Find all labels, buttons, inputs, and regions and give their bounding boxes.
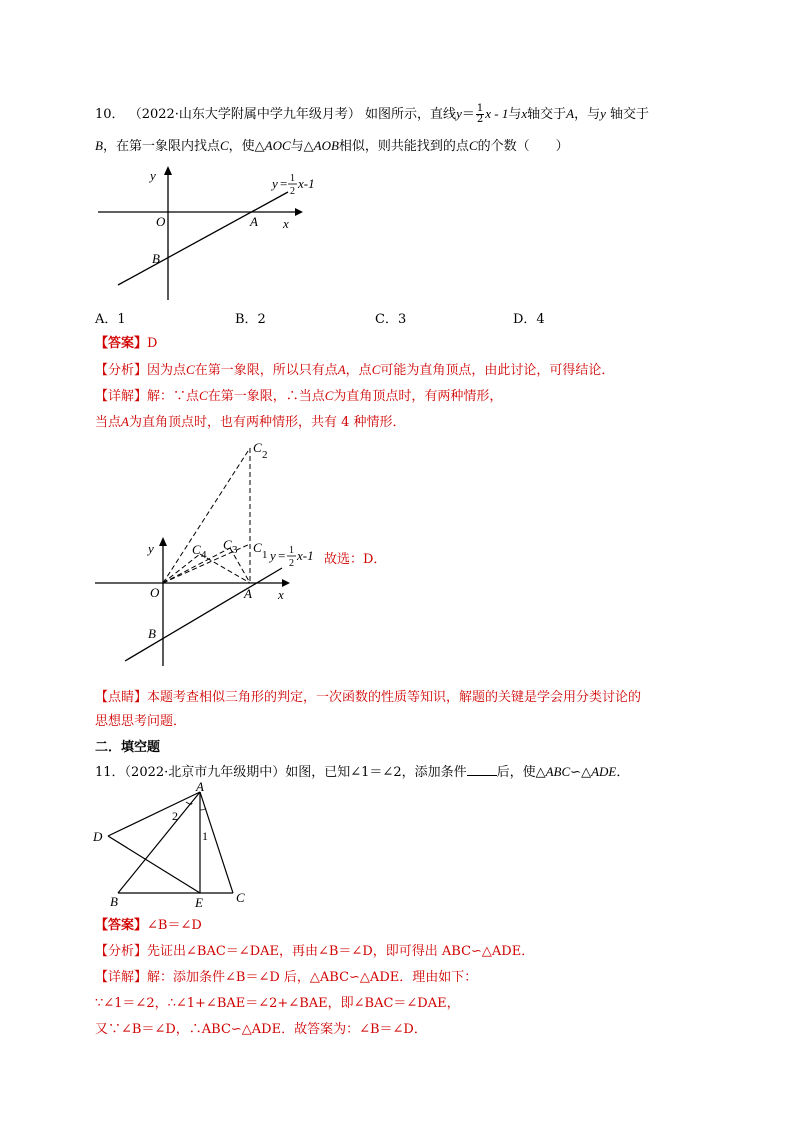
q10-stem-text: ，与 xyxy=(574,107,601,122)
q10-point-A: A xyxy=(566,106,575,121)
q10-stem-text: 如图所示，直线 xyxy=(365,107,457,122)
q10-analysis xyxy=(95,360,712,381)
detail-point-A: A xyxy=(121,414,129,429)
detail-text: 当点 xyxy=(95,415,122,430)
dash-O-C2 xyxy=(163,448,250,583)
q10-point-C: C xyxy=(219,138,229,153)
x-axis-arrow-icon xyxy=(282,579,290,587)
answer-value: D xyxy=(147,336,158,351)
analysis-text: 先证出∠BAC＝∠DAE，再由∠B＝∠D，即可得出 ABC∽△ADE． xyxy=(147,944,535,959)
option-c[interactable]: C．3 xyxy=(375,312,407,327)
eq-sign: = xyxy=(280,176,288,191)
label-C3-sub: 3 xyxy=(232,544,238,556)
eq-num: 1 xyxy=(290,173,295,184)
q11-source: （2022·北京市九年级期中） xyxy=(124,765,286,780)
analysis-point-C: C xyxy=(186,362,195,377)
q10-eq-fraction xyxy=(476,104,484,125)
q10-x-var: x xyxy=(521,106,528,121)
label-B: B xyxy=(148,626,156,641)
q10-tri-AOC: AOC xyxy=(264,138,291,153)
analysis-point-C: C xyxy=(371,362,381,377)
q11-tri-ADE: ADE xyxy=(591,764,617,779)
label-D: D xyxy=(93,829,103,844)
q11-analysis xyxy=(95,942,712,962)
label-C4-sub: 4 xyxy=(201,549,207,561)
q10-number: 10． xyxy=(95,107,125,122)
dash-C4-A xyxy=(200,554,250,583)
x-axis-arrow-icon xyxy=(295,208,303,216)
option-a[interactable]: A．1 xyxy=(95,312,126,327)
line-graph xyxy=(125,568,282,661)
detail-text: 解：添加条件∠B＝∠D 后，△ABC∽△ADE．理由如下： xyxy=(147,970,478,985)
detail-tag: 【详解】 xyxy=(95,389,148,404)
label-angle-2: 2 xyxy=(172,809,178,823)
q10-stem-text: 轴交于 xyxy=(610,107,650,122)
q11-stem-text: ． xyxy=(616,765,630,780)
q11-answer xyxy=(95,916,712,936)
eq-num: 1 xyxy=(289,545,294,556)
comment-tag: 【点睛】 xyxy=(95,690,148,705)
y-axis-arrow-icon xyxy=(159,537,167,546)
eq-den: 2 xyxy=(289,558,294,569)
q10-stem-text: 轴交于 xyxy=(527,107,567,122)
section-title: 二．填空题 xyxy=(95,740,161,755)
q11-tri-sign: △ xyxy=(581,765,592,780)
q10-y-var: y xyxy=(600,106,606,121)
label-y: y xyxy=(150,168,156,183)
analysis-text: 可能为直角顶点，由此讨论，可得结论． xyxy=(380,363,615,378)
q11-tri-ABC: ABC xyxy=(545,764,571,779)
dashed-triangles xyxy=(163,448,250,583)
analysis-text: 在第一象限，所以只有点 xyxy=(194,363,338,378)
analysis-tag: 【分析】 xyxy=(95,363,148,378)
q10-choose: 故选：D． xyxy=(324,552,387,567)
q11-detail-2: ∵∠1＝∠2，∴∠1+∠BAE＝∠2+∠BAE，即∠BAC＝∠DAE， xyxy=(95,996,460,1011)
analysis-point-A: A xyxy=(337,362,346,377)
eq-sign: = xyxy=(278,548,286,563)
q10-eq-sign: ＝ xyxy=(461,107,475,122)
line-AB xyxy=(118,792,200,893)
q10-detail-2 xyxy=(95,412,712,433)
line-DE xyxy=(108,836,200,893)
analysis-text: ，点 xyxy=(345,363,372,378)
detail-text: 在第一象限，∴当点 xyxy=(207,389,325,404)
option-b[interactable]: B．2 xyxy=(235,312,266,327)
q11-figure xyxy=(88,780,258,910)
q10-comment-2: 思想思考问题． xyxy=(95,714,187,729)
label-B: B xyxy=(152,251,160,266)
frac-num: 1 xyxy=(476,103,484,114)
label-B: B xyxy=(110,894,118,909)
label-A: A xyxy=(196,780,204,794)
q10-figure-1 xyxy=(90,160,320,305)
label-C4: C xyxy=(192,542,201,557)
label-O: O xyxy=(150,585,160,600)
q10-stem-text: 与△ xyxy=(290,139,314,154)
q10-eq-rest: x - 1 xyxy=(485,106,509,121)
label-A: A xyxy=(244,586,252,601)
detail-point-C: C xyxy=(324,388,334,403)
q10-stem-line2 xyxy=(95,136,712,157)
q10-stem-text: 的个数（ ） xyxy=(477,139,569,154)
label-A: A xyxy=(250,214,258,229)
analysis-text: 因为点 xyxy=(147,363,187,378)
answer-tag: 【答案】 xyxy=(95,336,148,351)
q10-figure-2 xyxy=(90,436,330,671)
detail-point-C: C xyxy=(199,388,208,403)
eq-y: y xyxy=(272,176,278,191)
analysis-tag: 【分析】 xyxy=(95,944,148,959)
eq-rest: x-1 xyxy=(297,548,314,563)
detail-text: 为直角顶点时，也有两种情形，共有 4 种情形． xyxy=(128,415,406,430)
label-C1: C xyxy=(253,540,262,555)
q10-stem-line1 xyxy=(95,104,712,125)
y-axis-arrow-icon xyxy=(164,166,172,175)
q10-stem-text: ，在第一象限内找点 xyxy=(102,139,220,154)
comment-text: 本题考查相似三角形的判定，一次函数的性质等知识，解题的关键是学会用分类讨论的 xyxy=(147,690,642,705)
eq-rest: x-1 xyxy=(298,176,315,191)
label-x: x xyxy=(278,587,284,602)
answer-tag: 【答案】 xyxy=(95,918,148,933)
label-O: O xyxy=(156,214,166,229)
detail-tag: 【详解】 xyxy=(95,970,148,985)
q10-detail-1 xyxy=(95,386,712,407)
q10-point-B: B xyxy=(95,138,103,153)
detail-text: 为直角顶点时，有两种情形， xyxy=(333,389,503,404)
q10-stem-text: 相似，则共能找到的点 xyxy=(338,139,469,154)
eq-den: 2 xyxy=(290,186,295,197)
detail-text: 解：∵点 xyxy=(147,389,200,404)
q10-eq-y: y xyxy=(456,106,462,121)
q10-answer xyxy=(95,334,712,354)
q11-sim: ∽ xyxy=(570,765,582,780)
q11-stem-text: 后，使△ xyxy=(496,765,546,780)
label-C: C xyxy=(236,890,245,905)
q10-tri-AOB: AOB xyxy=(313,138,339,153)
q11-detail-3: 又∵∠B＝∠D，∴ABC∽△ADE．故答案为：∠B＝∠D． xyxy=(95,1022,427,1037)
label-C2-sub: 2 xyxy=(262,449,268,461)
frac-den: 2 xyxy=(476,114,484,125)
q10-stem-text: ，使△ xyxy=(228,139,265,154)
answer-value: ∠B＝∠D xyxy=(147,918,202,933)
q10-point-C: C xyxy=(468,138,478,153)
q10-comment-1 xyxy=(95,688,712,708)
line-graph xyxy=(118,192,288,285)
eq-y: y xyxy=(270,548,276,563)
label-E: E xyxy=(195,895,203,910)
label-x: x xyxy=(283,216,289,231)
label-C1-sub: 1 xyxy=(262,549,268,561)
q10-source: （2022·山东大学附属中学九年级月考） xyxy=(128,107,361,122)
line-AD xyxy=(108,792,200,836)
label-C3: C xyxy=(223,537,232,552)
triangle-lines xyxy=(108,792,233,893)
label-y: y xyxy=(148,541,154,556)
q11-detail-1 xyxy=(95,968,712,988)
label-C2: C xyxy=(253,440,262,455)
q10-stem-text: 与 xyxy=(508,107,522,122)
label-angle-1: 1 xyxy=(202,829,208,843)
q11-stem-text: 如图，已知∠1＝∠2，添加条件 xyxy=(285,765,467,780)
answer-blank[interactable] xyxy=(467,763,497,776)
q11-number: 11． xyxy=(95,765,125,780)
option-d[interactable]: D．4 xyxy=(513,312,545,327)
